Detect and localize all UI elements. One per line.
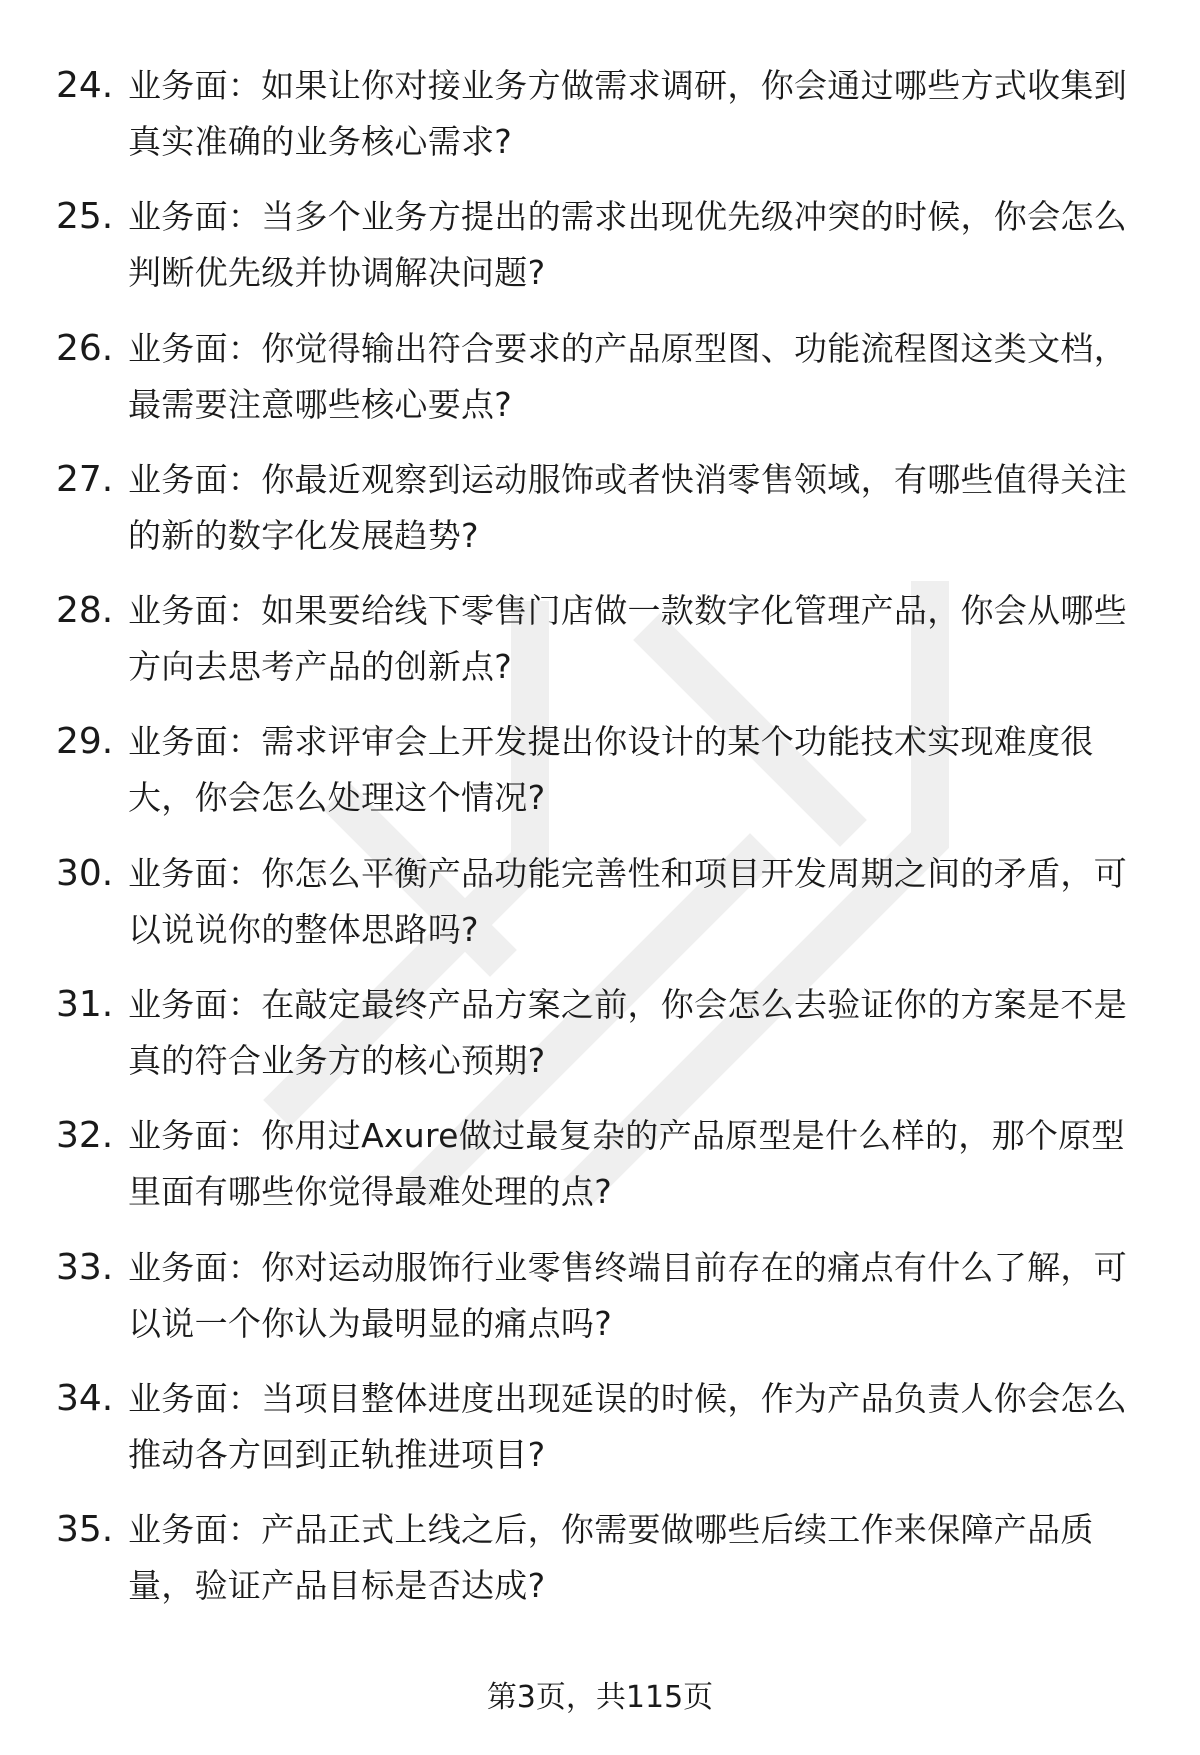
question-text: 业务面：当多个业务方提出的需求出现优先级冲突的时候，你会怎么判断优先级并协调解决问题? <box>128 197 1127 293</box>
question-text: 业务面：需求评审会上开发提出你设计的某个功能技术实现难度很大，你会怎么处理这个情况? <box>128 722 1094 818</box>
question-number: 29. <box>56 721 114 763</box>
question-text: 业务面：你怎么平衡产品功能完善性和项目开发周期之间的矛盾，可以说说你的整体思路吗? <box>128 853 1127 949</box>
list-item <box>0 1108 1200 1239</box>
question-text: 业务面：产品正式上线之后，你需要做哪些后续工作来保障产品质量，验证产品目标是否达成? <box>128 1510 1094 1606</box>
question-number: 24. <box>56 65 114 106</box>
question-text: 业务面：在敲定最终产品方案之前，你会怎么去验证你的方案是不是真的符合业务方的核心预期? <box>128 985 1127 1081</box>
list-item <box>0 452 1200 583</box>
question-number: 27. <box>56 458 114 500</box>
list-item <box>0 977 1200 1108</box>
question-text: 业务面：当项目整体进度出现延误的时候，作为产品负责人你会怎么推动各方回到正轨推进项目? <box>128 1378 1127 1474</box>
question-text: 业务面：你用过Axure做过最复杂的产品原型是什么样的，那个原型里面有哪些你觉得最难处理的点? <box>128 1116 1125 1212</box>
list-item <box>0 846 1200 977</box>
question-text: 业务面：如果让你对接业务方做需求调研，你会通过哪些方式收集到真实准确的业务核心需求? <box>128 66 1127 161</box>
question-text: 业务面：如果要给线下零售门店做一款数字化管理产品，你会从哪些方向去思考产品的创新点? <box>128 591 1127 687</box>
question-number: 25. <box>56 196 114 238</box>
question-number: 35. <box>56 1509 114 1551</box>
question-number: 31. <box>56 984 114 1026</box>
list-item <box>0 1502 1200 1633</box>
question-text: 业务面：你最近观察到运动服饰或者快消零售领域，有哪些值得关注的新的数字化发展趋势? <box>128 459 1127 555</box>
question-number: 28. <box>56 590 114 632</box>
question-number: 30. <box>56 852 114 894</box>
question-number: 26. <box>56 327 114 369</box>
list-item <box>0 189 1200 320</box>
list-item <box>0 1371 1200 1502</box>
list-item <box>0 583 1200 714</box>
question-text: 业务面：你对运动服饰行业零售终端目前存在的痛点有什么了解，可以说一个你认为最明显的痛点吗? <box>128 1247 1127 1343</box>
list-item <box>0 1240 1200 1371</box>
question-number: 33. <box>56 1246 114 1288</box>
list-item <box>0 714 1200 845</box>
question-list <box>0 58 1200 1634</box>
page-number: 第3页，共115页 <box>486 1680 714 1715</box>
question-number: 34. <box>56 1377 114 1419</box>
list-item <box>0 321 1200 452</box>
question-text: 业务面：你觉得输出符合要求的产品原型图、功能流程图这类文档，最需要注意哪些核心要点? <box>128 328 1127 424</box>
list-item <box>0 58 1200 189</box>
question-number: 32. <box>56 1115 114 1157</box>
